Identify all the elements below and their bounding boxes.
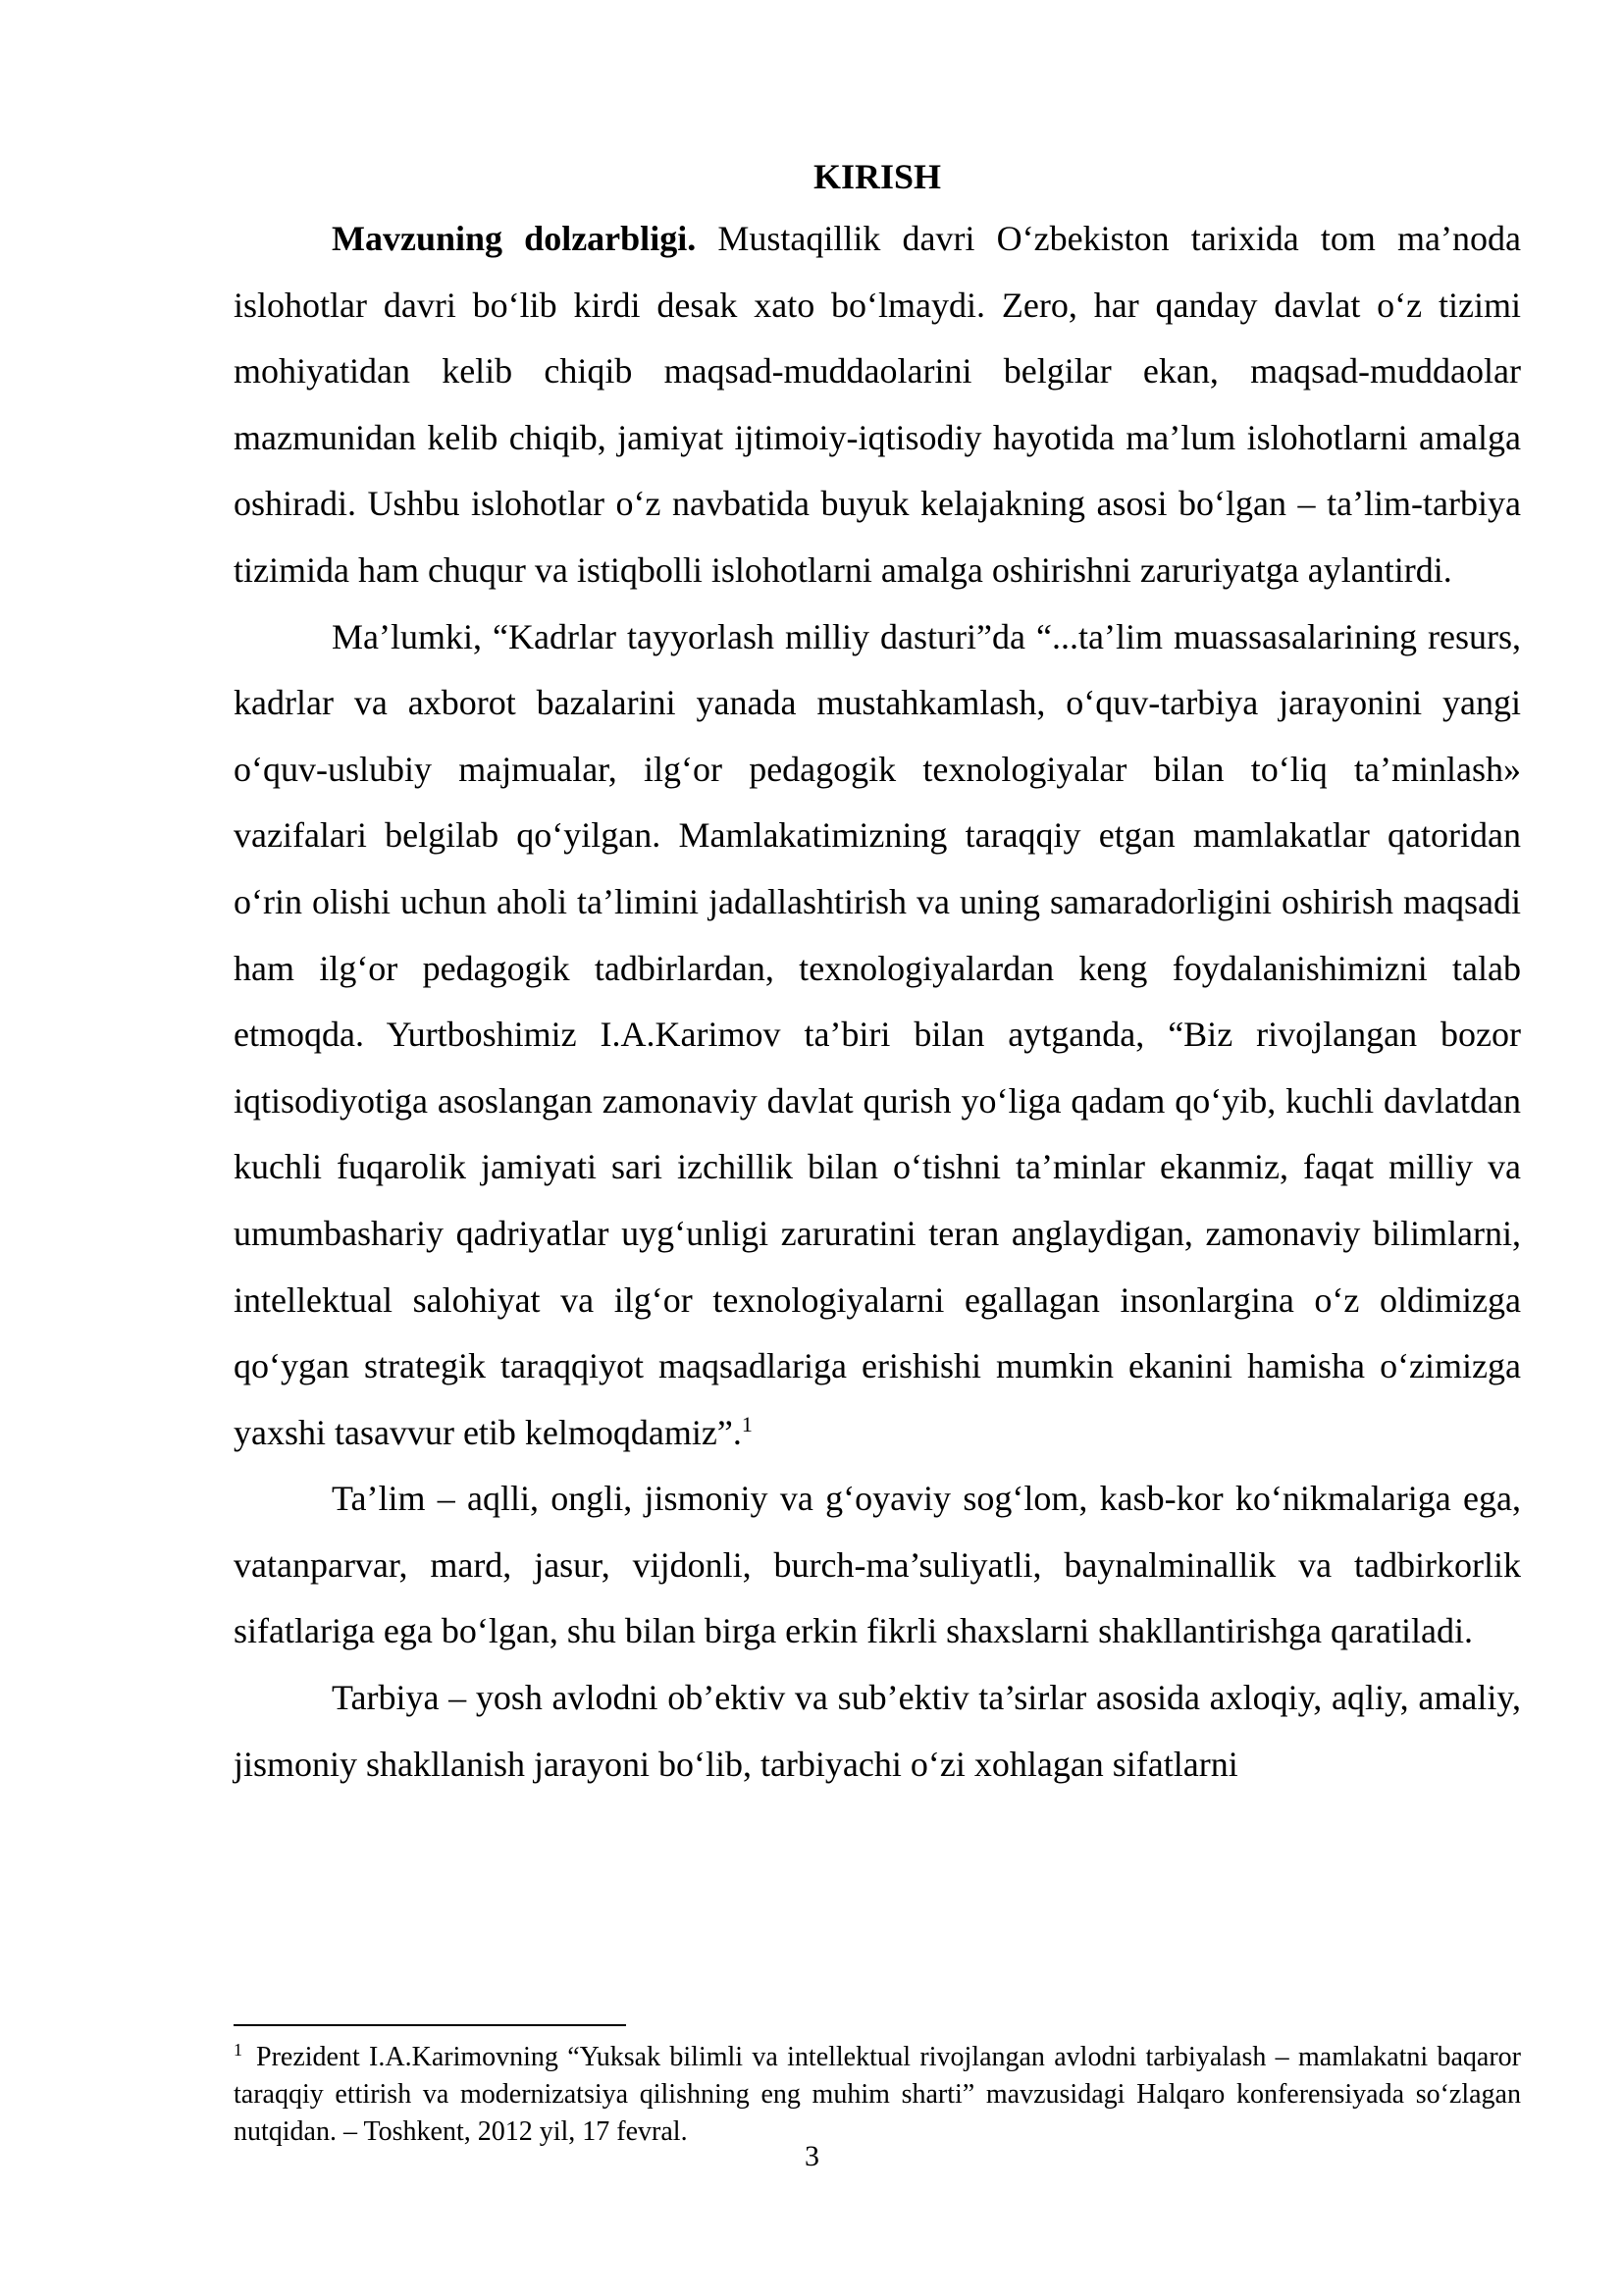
document-body: [234, 147, 1521, 1798]
paragraph-text: Ma’lumki, “Kadrlar tayyorlash milliy dasturi”da “...ta’lim muassasalarining resurs, kadrlar va axborot bazalarini yanada mustahkamlash, o‘quv-tarbiya jarayonini yangi o‘quv-uslubiy majmualar, ilg‘or pedagogik texnologiyalar bilan to‘liq ta’minlash» vazifalari belgilab qo‘yilgan. Mamlakatimizning taraqqiy etgan mamlakatlar qatoridan o‘rin olishi uchun aholi ta’limini jadallashtirish va uning samaradorligini oshirish maqsadi ham ilg‘or pedagogik tadbirlardan, texnologiyalardan keng foydalanishimizni talab etmoqda. Yurtboshimiz I.A.Karimov ta’biri bilan aytganda, “Biz rivojlangan bozor iqtisodiyotiga asoslangan zamonaviy davlat qurish yo‘liga qadam qo‘yib, kuchli davlatdan kuchli fuqarolik jamiyati sari izchillik bilan o‘tishni ta’minlar ekanmiz, faqat milliy va umumbashariy qadriyatlar uyg‘unligi zaruratini teran anglaydigan, zamonaviy bilimlarni, intellektual salohiyat va ilg‘or texnologiyalarni egallagan insonlargina o‘z oldimizga qo‘ygan strategik taraqqiyot maqsadlariga erishishi mumkin ekanini hamisha o‘zimizga yaxshi tasavvur etib kelmoqdamiz”.: [234, 616, 1521, 1452]
footnote-number: 1: [234, 2039, 242, 2060]
paragraph-upbringing: [234, 1665, 1521, 1798]
footnote-reference[interactable]: 1: [741, 1411, 753, 1436]
footnote-text: Prezident I.A.Karimovning “Yuksak bilimli va intellektual rivojlangan avlodni tarbiyalash – mamlakatni baqaror taraqqiy ettirish va modernizatsiya qilishning eng muhim sharti” mavzusidagi Halqaro konferensiyada so‘zlagan nutqidan. – Toshkent, 2012 yil, 17 fevral.: [234, 2042, 1521, 2147]
paragraph-cadre-program: [234, 604, 1521, 1467]
page-number: 3: [805, 2140, 819, 2172]
paragraph-lead: Mavzuning dolzarbligi.: [332, 219, 697, 258]
paragraph-text: Tarbiya – yosh avlodni ob’ektiv va sub’ektiv ta’sirlar asosida axloqiy, aqliy, amaliy, jismoniy shakllanish jarayoni bo‘lib, tarbiyachi o‘zi xohlagan sifatlarni: [234, 1678, 1521, 1784]
paragraph-text: Mustaqillik davri O‘zbekiston tarixida tom ma’noda islohotlar davri bo‘lib kirdi desak xato bo‘lmaydi. Zero, har qanday davlat o‘z tizimi mohiyatidan kelib chiqib maqsad-muddaolarini belgilar ekan, maqsad-muddaolar mazmunidan kelib chiqib, jamiyat ijtimoiy-iqtisodiy hayotida ma’lum islohotlarni amalga oshiradi. Ushbu islohotlar o‘z navbatida buyuk kelajakning asosi bo‘lgan – ta’lim-tarbiya tizimida ham chuqur va istiqbolli islohotlarni amalga oshirishni zaruriyatga aylantirdi.: [234, 219, 1522, 590]
footnote-divider: [234, 2024, 626, 2026]
paragraph-text: Ta’lim – aqlli, ongli, jismoniy va g‘oyaviy sog‘lom, kasb-kor ko‘nikmalariga ega, vatanparvar, mard, jasur, vijdonli, burch-ma’suliyatli, baynalminallik va tadbirkorlik sifatlariga ega bo‘lgan, shu bilan birga erkin fikrli shaxslarni shakllantirishga qaratiladi.: [234, 1479, 1521, 1651]
page-title: KIRISH: [812, 157, 942, 196]
footnote: [234, 2039, 1521, 2151]
paragraph-relevance: [234, 206, 1521, 604]
paragraph-education: [234, 1466, 1521, 1665]
